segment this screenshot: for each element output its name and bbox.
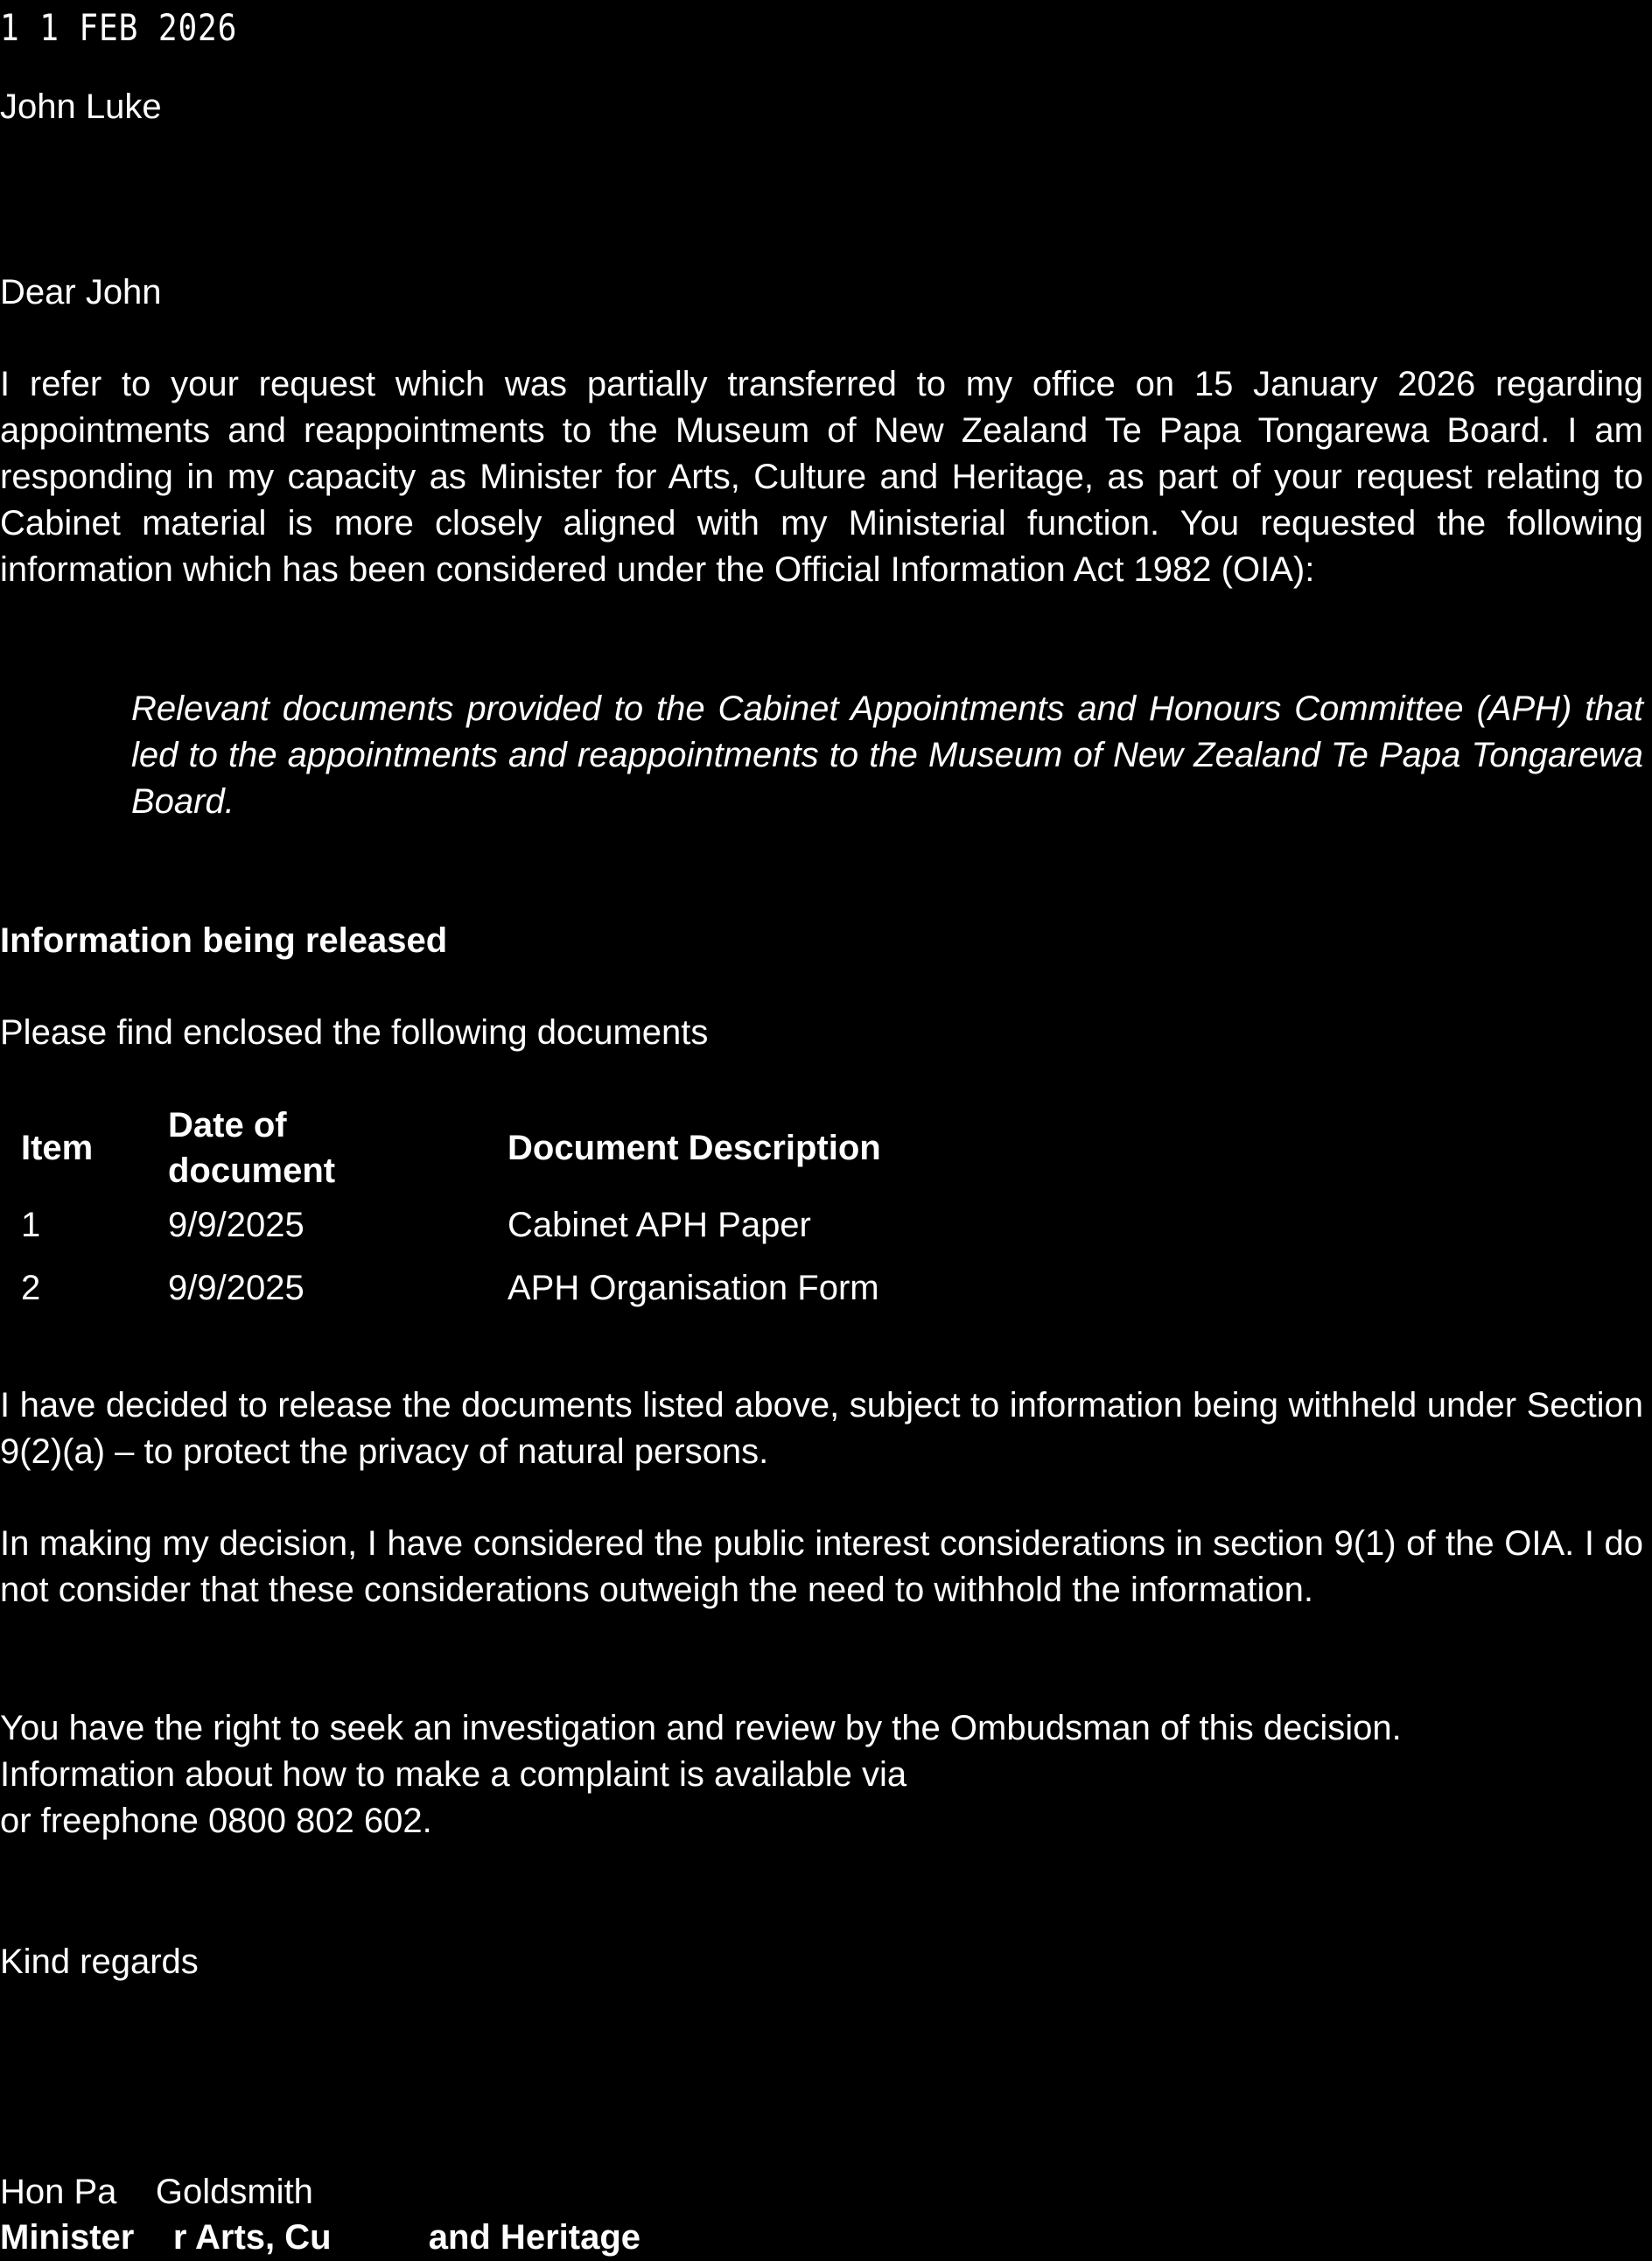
public-interest-paragraph: In making my decision, I have considered the public interest considerations in section 9(1) of the OIA. I do not consider that these considerations outweigh the need to withhold the information. xyxy=(0,1524,1643,1609)
row-date: 9/9/2025 xyxy=(168,1206,304,1244)
header-item: Item xyxy=(21,1129,94,1167)
intro-paragraph: I refer to your request which was partially transferred to my office on 15 January 2026 regarding appointments and reappointments to the Museum of New Zealand Te Papa Tongarewa Board. I am responding in my capacity as Minister for Arts, Culture and Heritage, as part of your request relating to Cabinet material is more closely aligned with my Ministerial function. You requested the following information which has been considered under the Official Information Act 1982 (OIA): xyxy=(0,365,1643,589)
signatory-name: Hon Pa Goldsmith xyxy=(0,2173,313,2211)
row-description: APH Organisation Form xyxy=(508,1269,879,1307)
decision-paragraph: I have decided to release the documents listed above, subject to information being withheld under Section 9(2)(a) – to protect the privacy of natural persons. xyxy=(0,1386,1643,1471)
enclosure-line: Please find enclosed the following documents xyxy=(0,1013,709,1052)
ombudsman-line-3: or freephone 0800 802 602. xyxy=(0,1802,432,1840)
signatory-title: Minister r Arts, Cu and Heritage xyxy=(0,2218,640,2257)
ombudsman-line-2: Information about how to make a complaint is available via xyxy=(0,1755,907,1794)
row-item: 1 xyxy=(21,1206,41,1244)
table-row xyxy=(0,1194,1120,1256)
salutation: Dear John xyxy=(0,273,162,312)
header-description: Document Description xyxy=(508,1129,881,1167)
header-date: Date of document xyxy=(168,1106,336,1190)
row-item: 2 xyxy=(21,1269,41,1307)
section-heading: Information being released xyxy=(0,921,448,960)
date-stamp: 1 1 FEB 2026 xyxy=(0,6,238,49)
row-description: Cabinet APH Paper xyxy=(508,1206,811,1244)
documents-table xyxy=(0,1102,1120,1320)
recipient-name: John Luke xyxy=(0,88,162,126)
ombudsman-line-1: You have the right to seek an investigation and review by the Ombudsman of this decision. xyxy=(0,1709,1402,1747)
ombudsman-paragraph xyxy=(0,1705,1643,1844)
table-header-row xyxy=(0,1102,1120,1194)
row-date: 9/9/2025 xyxy=(168,1269,304,1307)
closing: Kind regards xyxy=(0,1942,199,1981)
table-row xyxy=(0,1256,1120,1320)
quoted-request: Relevant documents provided to the Cabinet Appointments and Honours Committee (APH) that led to the appointments and reappointments to the Museum of New Zealand Te Papa Tongarewa Board. xyxy=(131,690,1643,821)
